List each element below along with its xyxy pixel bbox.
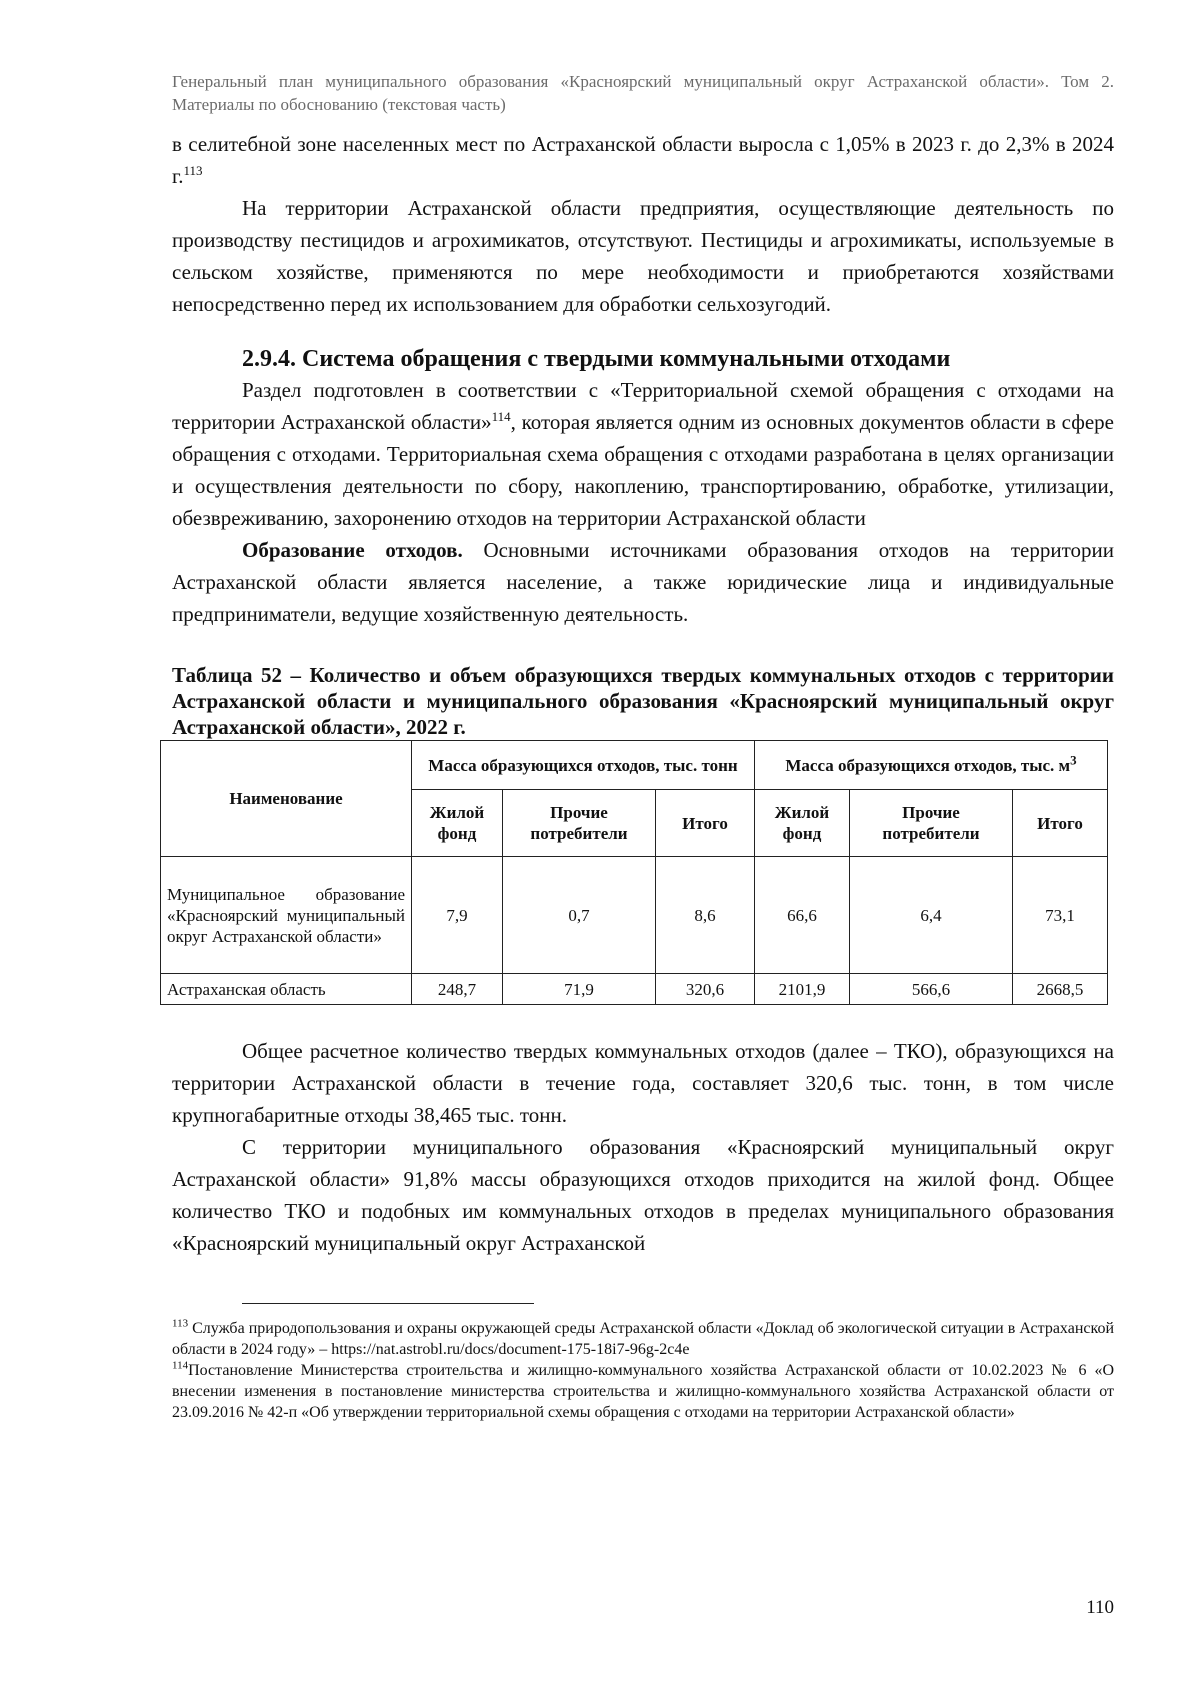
- cell-mass-total: 8,6: [656, 857, 755, 974]
- footnote-separator: [242, 1303, 534, 1304]
- footnote: [172, 1360, 1114, 1423]
- body-text: [172, 1035, 1114, 1259]
- table-row: [161, 974, 1108, 1005]
- paragraph: [172, 374, 1114, 534]
- cell-volume-other: 6,4: [850, 857, 1013, 974]
- column-header-volume-residential: Жилой фонд: [755, 790, 850, 857]
- paragraph: Общее расчетное количество твердых коммунальных отходов (далее – ТКО), образующихся на территории Астраханской области в течение года, составляет 320,6 тыс. тонн, в том числе крупногабаритные отходы 38,465 тыс. тонн.: [172, 1039, 1114, 1127]
- paragraph-text: в селитебной зоне населенных мест по Астраханской области выросла с 1,05% в 2023 г. до 2,3% в 2024 г.: [172, 132, 1114, 188]
- column-header-volume-total: Итого: [1013, 790, 1108, 857]
- paragraph-lead: Образование отходов.: [242, 538, 463, 562]
- footnote-number: 114: [172, 1359, 189, 1372]
- paragraph: [172, 534, 1114, 630]
- row-name: Муниципальное образование «Красноярский муниципальный округ Астраханской области»: [161, 857, 412, 974]
- column-header-name: Наименование: [161, 741, 412, 857]
- footnote-reference[interactable]: 114: [491, 409, 511, 424]
- footnote: [172, 1318, 1114, 1360]
- paragraph: С территории муниципального образования «Красноярский муниципальный округ Астраханской области» 91,8% массы образующихся отходов приходится на жилой фонд. Общее количество ТКО и подобных им коммунальных отходов в пределах муниципального образования «Красноярский муниципальный округ Астраханской: [172, 1135, 1114, 1255]
- paragraph: На территории Астраханской области предприятия, осуществляющие деятельность по производству пестицидов и агрохимикатов, отсутствуют. Пестициды и агрохимикаты, используемые в сельском хозяйстве, применяются по мере необходимости и приобретаются хозяйствами непосредственно перед их использованием для обработки сельхозугодий.: [172, 196, 1114, 316]
- column-header-mass-other: Прочие потребители: [503, 790, 656, 857]
- column-header-mass-residential: Жилой фонд: [412, 790, 503, 857]
- unit-exponent: 3: [1070, 751, 1077, 767]
- cell-mass-other: 0,7: [503, 857, 656, 974]
- column-header-volume-other: Прочие потребители: [850, 790, 1013, 857]
- cell-volume-total: 2668,5: [1013, 974, 1108, 1005]
- paragraph-text: Основными источниками образования отходов на территории Астраханской области является население, а также юридические лица и индивидуальные предприниматели, ведущие хозяйственную деятельность.: [172, 538, 1114, 626]
- cell-volume-other: 566,6: [850, 974, 1013, 1005]
- row-name: Астраханская область: [161, 974, 412, 1005]
- footnote-number: 113: [172, 1317, 189, 1330]
- cell-mass-total: 320,6: [656, 974, 755, 1005]
- footnote-text: Служба природопользования и охраны окружающей среды Астраханской области «Доклад об экологической ситуации в Астраханской области в 2024 году» – https://nat.astrobl.ru/docs/document-175-18i7-96g-2c4e: [172, 1320, 1114, 1358]
- table-caption: Таблица 52 – Количество и объем образующихся твердых коммунальных отходов с территории Астраханской области и муниципального образования «Красноярский муниципальный округ Астраханской области», 2022 г.: [172, 663, 1114, 739]
- running-header: Генеральный план муниципального образования «Красноярский муниципальный округ Астраханской области». Том 2. Материалы по обоснованию (текстовая часть): [172, 72, 1114, 114]
- column-group-volume: [755, 741, 1108, 790]
- cell-mass-residential: 248,7: [412, 974, 503, 1005]
- cell-volume-residential: 2101,9: [755, 974, 850, 1005]
- page-number: 110: [1086, 1597, 1114, 1618]
- document-page: [167, 70, 1114, 1423]
- column-group-mass: Масса образующихся отходов, тыс. тонн: [412, 741, 755, 790]
- table-header-row: [161, 741, 1108, 790]
- column-header-mass-total: Итого: [656, 790, 755, 857]
- paragraph: [172, 128, 1114, 192]
- footnote-reference[interactable]: 113: [183, 163, 203, 178]
- body-text: [172, 128, 1114, 630]
- table-row: [161, 857, 1108, 974]
- footnote-text: Постановление Министерства строительства и жилищно-коммунального хозяйства Астраханской области от 10.02.2023 № 6 «О внесении изменения в постановление министерства строительства и жилищно-коммунального хозяйства Астраханской области от 23.09.2016 № 42-п «Об утверждении территориальной схемы обращения с отходами на территории Астраханской области»: [172, 1362, 1114, 1421]
- cell-mass-residential: 7,9: [412, 857, 503, 974]
- cell-mass-other: 71,9: [503, 974, 656, 1005]
- column-group-volume-label: Масса образующихся отходов, тыс. м: [785, 755, 1071, 775]
- paragraph-text: , которая является одним из основных документов области в сфере обращения с отходами. Территориальная схема обращения с отходами разработана в целях организации и осуществления деятельности по сбору, накоплению, транспортированию, обработке, утилизации, обезвреживанию, захоронению отходов на территории Астраханской области: [172, 410, 1114, 530]
- paragraph-text: Раздел подготовлен в соответствии с «Территориальной схемой обращения с отходами на территории Астраханской области»: [172, 378, 1114, 434]
- cell-volume-residential: 66,6: [755, 857, 850, 974]
- footnotes: [172, 1318, 1114, 1423]
- section-heading: 2.9.4. Система обращения с твердыми коммунальными отходами: [242, 346, 951, 372]
- cell-volume-total: 73,1: [1013, 857, 1108, 974]
- waste-table: [160, 740, 1108, 1005]
